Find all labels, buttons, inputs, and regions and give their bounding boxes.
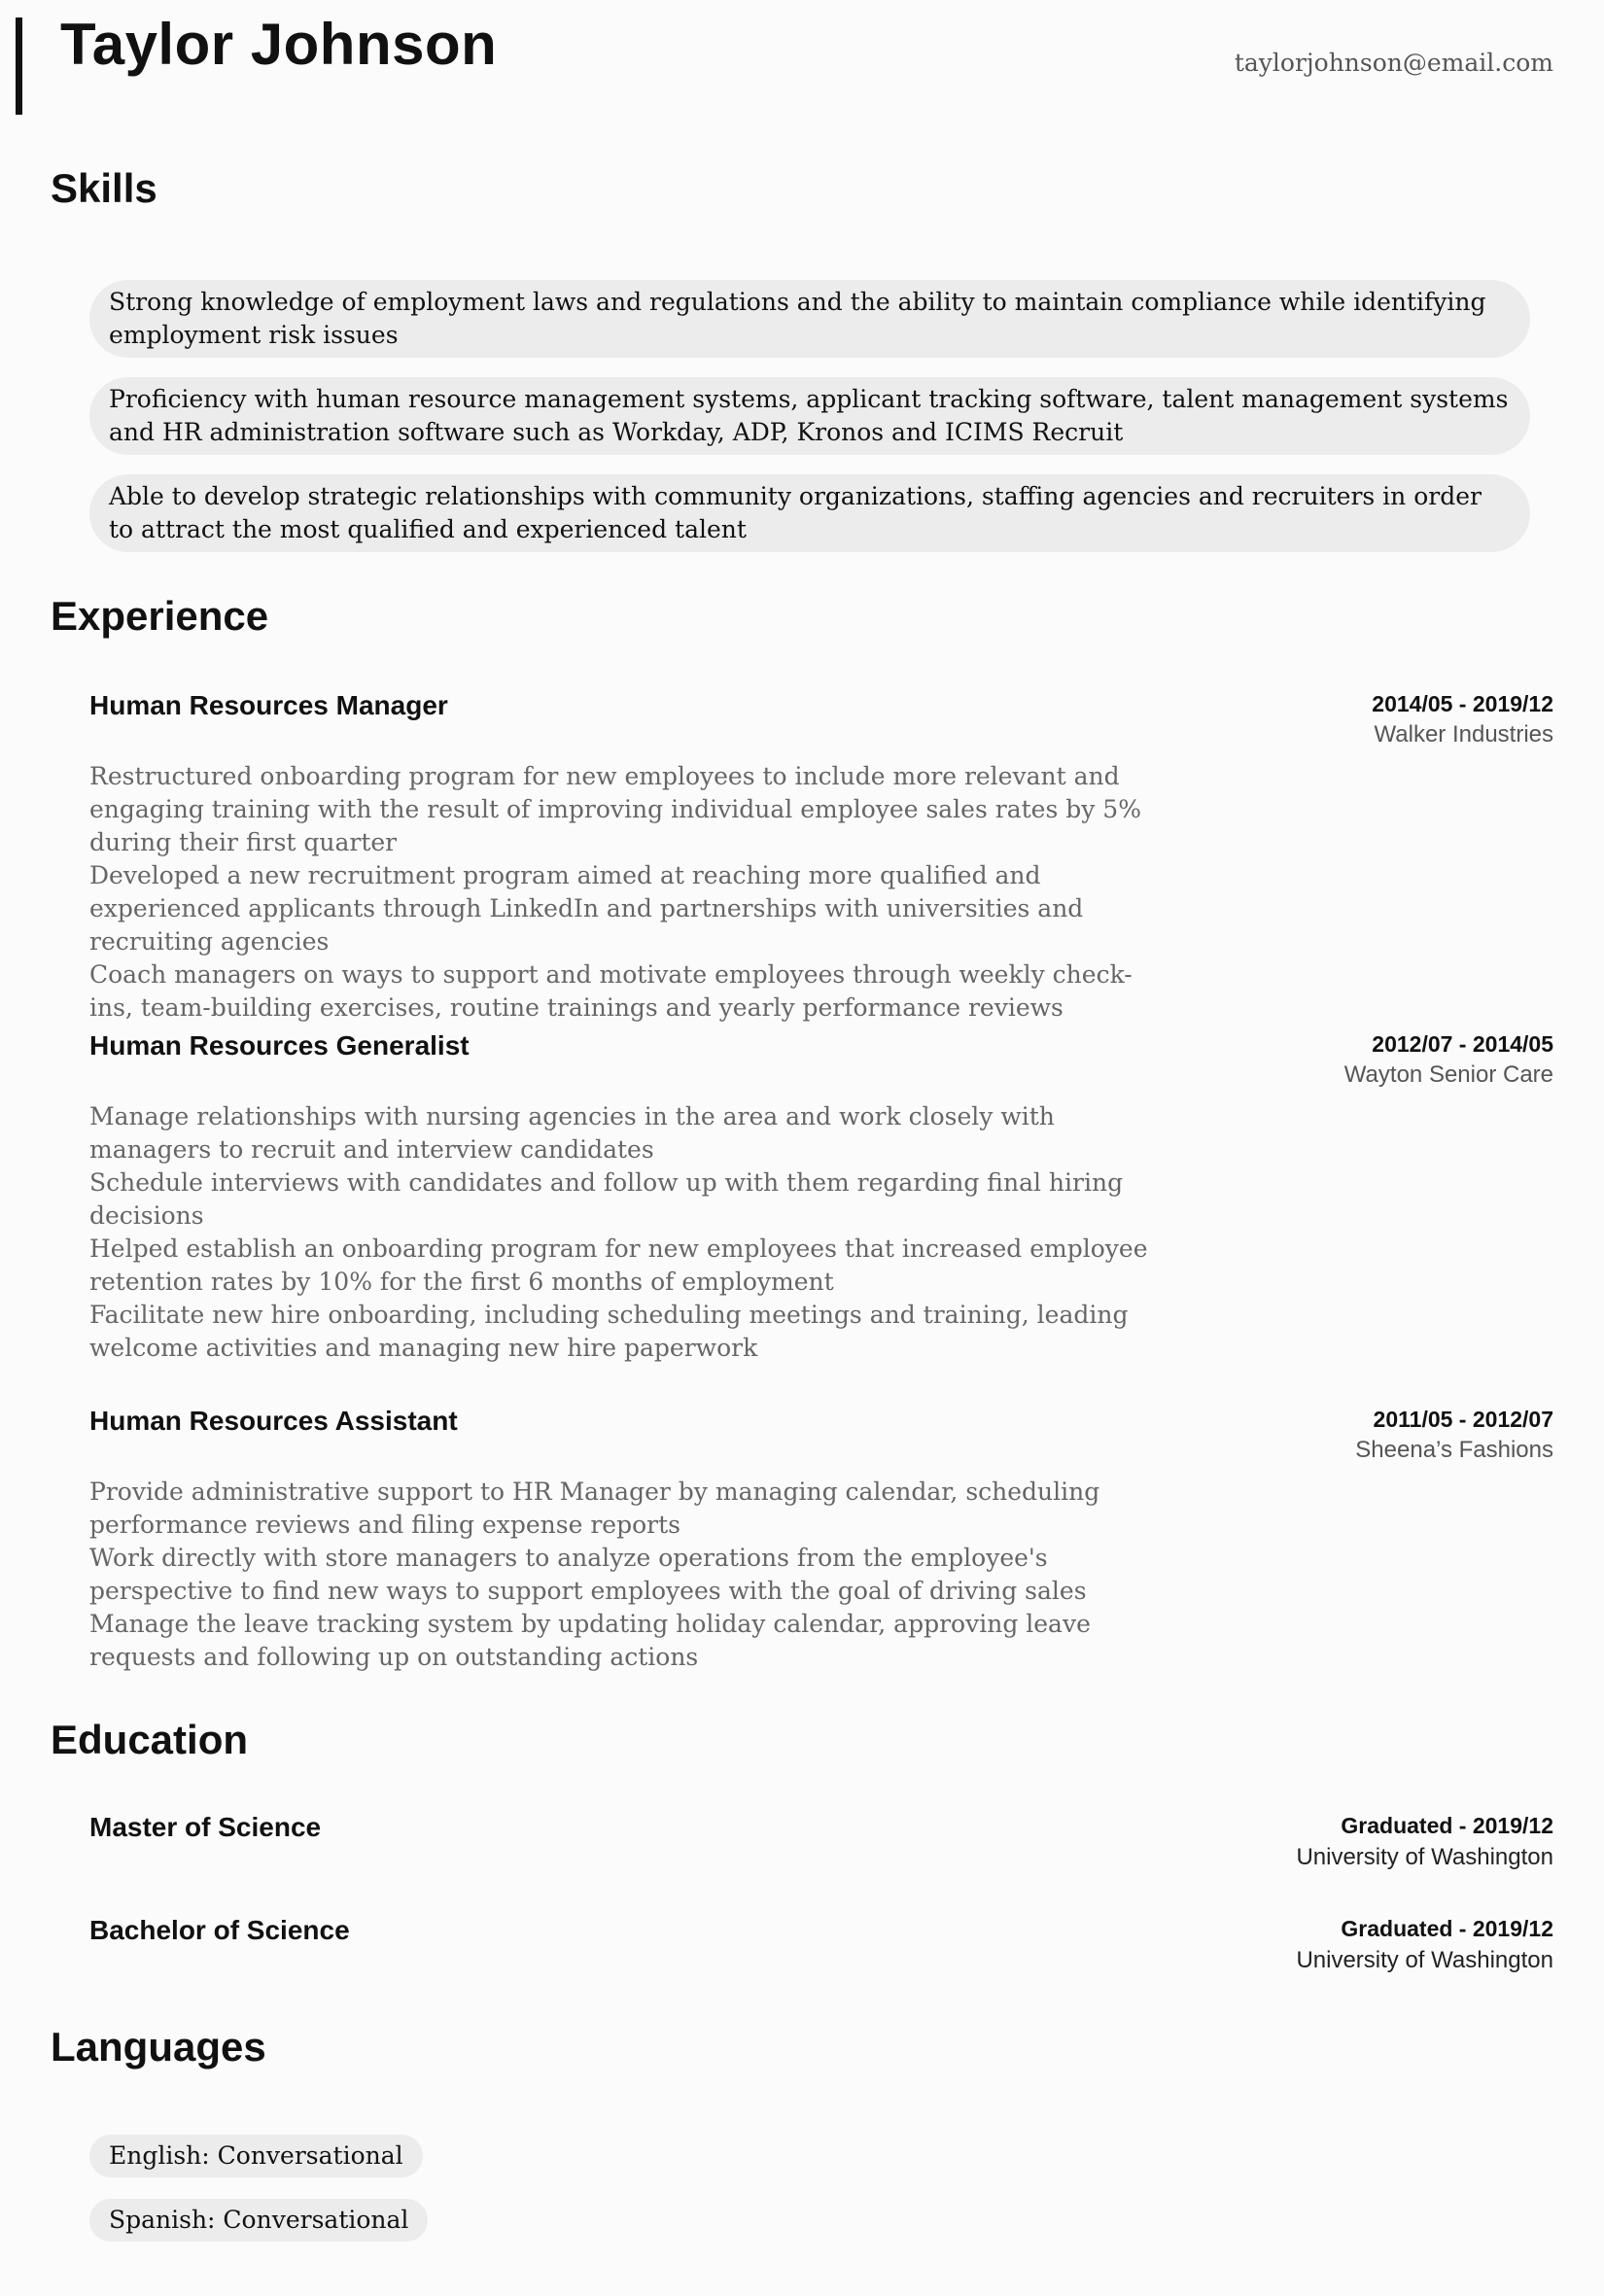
skill-item [89,474,1530,552]
experience-heading: Experience [51,593,269,639]
language-item: Spanish: Conversational [89,2199,428,2242]
job-description [89,1476,1159,1674]
education-heading: Education [51,1717,249,1762]
graduation-date: Graduated - 2019/12 [1341,1813,1553,1838]
job-dates: 2012/07 - 2014/05 [1372,1031,1553,1057]
job-bullet: Provide administrative support to HR Manager by managing calendar, scheduling performance reviews and filing expense reports [89,1478,1100,1539]
job-bullet: Facilitate new hire onboarding, including scheduling meetings and training, leading welcome activities and managing new hire paperwork [89,1301,1129,1362]
school-name: University of Washington [1296,1844,1553,1870]
job-title: Human Resources Manager [89,690,448,720]
skills-heading: Skills [51,165,157,211]
skill-text: Able to develop strategic relationships with community organizations, staffing agencies and recruiters in order to attract the most qualified and experienced talent [109,482,1482,543]
degree-title: Bachelor of Science [89,1915,350,1945]
languages-heading: Languages [51,2024,266,2070]
job-dates: 2014/05 - 2019/12 [1372,691,1553,716]
skill-text: Strong knowledge of employment laws and regulations and the ability to maintain compliance while identifying employment risk issues [109,288,1486,349]
skill-item [89,280,1530,358]
job-bullet: Developed a new recruitment program aimed at reaching more qualified and experienced applicants through LinkedIn and partnerships with universities and recruiting agencies [89,861,1084,956]
job-bullet: Schedule interviews with candidates and follow up with them regarding final hiring decisions [89,1168,1124,1230]
job-bullet: Work directly with store managers to analyze operations from the employee's perspective to find new ways to support employees with the goal of driving sales [89,1544,1087,1605]
job-company: Wayton Senior Care [1343,1061,1553,1088]
job-bullet: Manage relationships with nursing agencies in the area and work closely with managers to recruit and interview candidates [89,1102,1055,1164]
graduation-date: Graduated - 2019/12 [1341,1916,1553,1941]
job-title: Human Resources Assistant [89,1406,458,1436]
job-bullet: Restructured onboarding program for new employees to include more relevant and engaging training with the result of improving individual employee sales rates by 5% during their first quarter [89,762,1141,856]
job-dates: 2011/05 - 2012/07 [1373,1407,1553,1432]
job-title: Human Resources Generalist [89,1030,470,1061]
job-company: Sheena’s Fashions [1355,1437,1553,1463]
header-accent-bar [16,17,22,115]
skill-item [89,377,1530,455]
candidate-name: Taylor Johnson [60,12,498,77]
degree-title: Master of Science [89,1812,322,1842]
job-company: Walker Industries [1374,721,1553,748]
job-bullet: Manage the leave tracking system by updating holiday calendar, approving leave requests and following up on outstanding actions [89,1610,1091,1671]
job-description [89,1100,1159,1365]
skill-text: Proficiency with human resource management systems, applicant tracking software, talent management systems and HR administration software such as Workday, ADP, Kronos and ICIMS Recruit [109,385,1509,446]
job-description [89,760,1159,1025]
job-bullet: Coach managers on ways to support and motivate employees through weekly check-ins, team-building exercises, routine trainings and yearly performance reviews [89,960,1133,1022]
language-item: English: Conversational [89,2135,423,2177]
school-name: University of Washington [1296,1947,1553,1973]
job-bullet: Helped establish an onboarding program for new employees that increased employee retention rates by 10% for the first 6 months of employment [89,1235,1148,1296]
email-address[interactable]: taylorjohnson@email.com [1234,49,1553,77]
